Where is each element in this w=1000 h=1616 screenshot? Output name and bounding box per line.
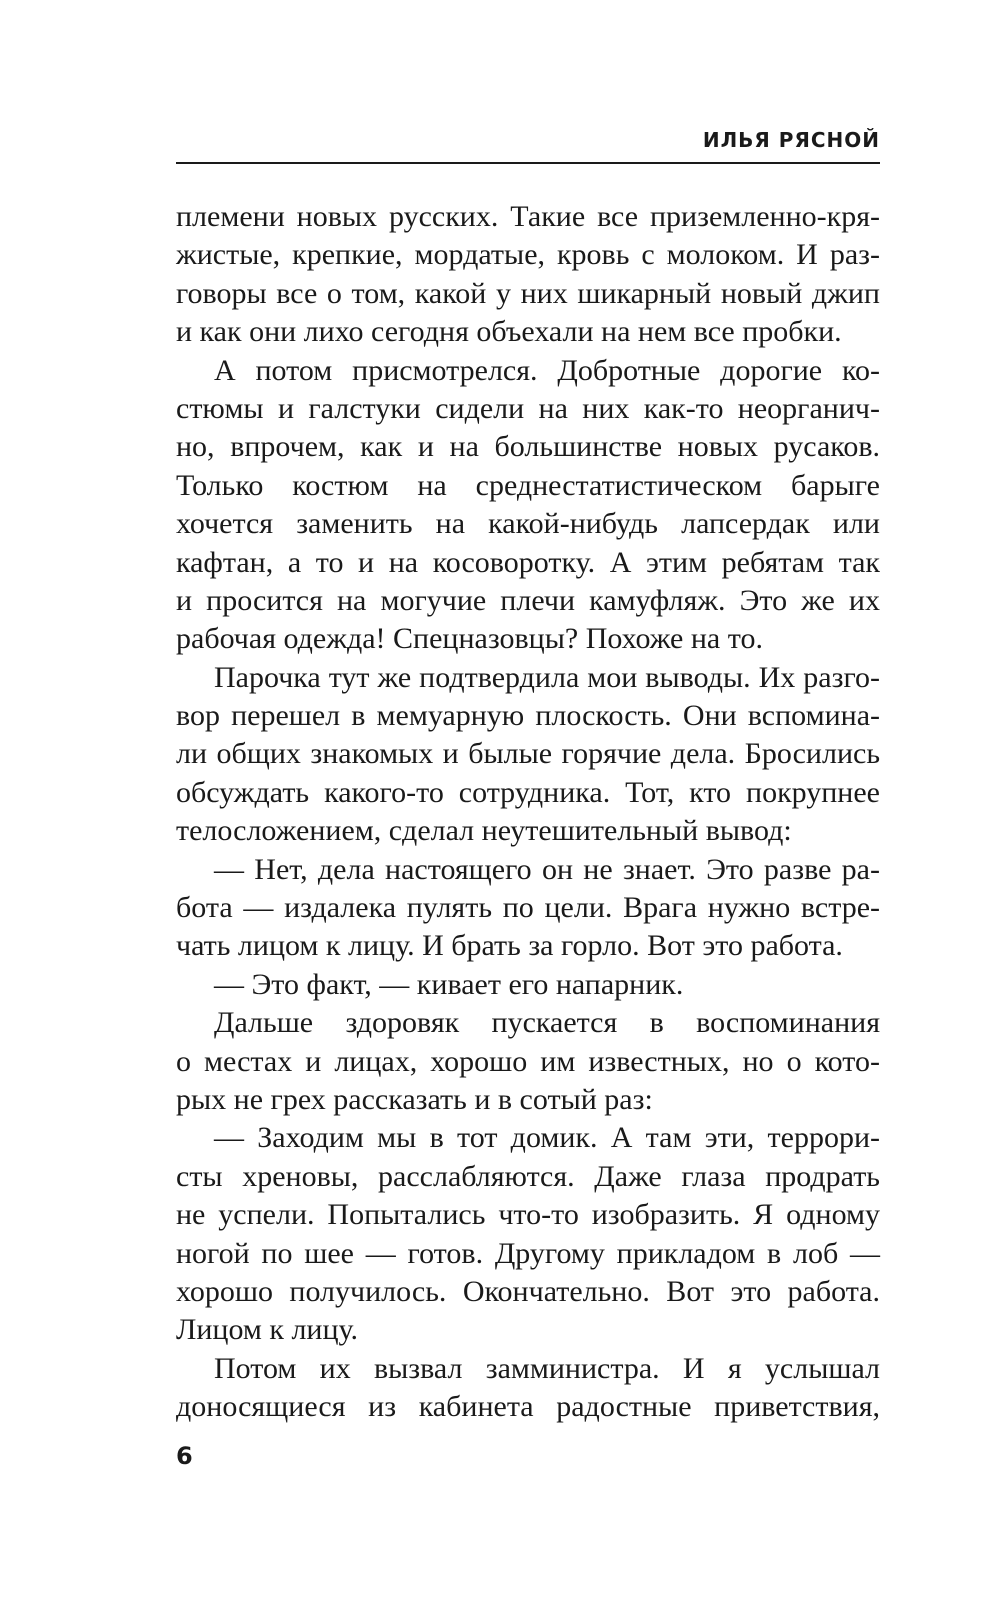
text-line: сты хреновы, расслабляются. Даже глаза продрать (176, 1159, 880, 1193)
text-line: стюмы и галстуки сидели на них как-то неорганич- (176, 391, 880, 425)
running-head-author: ИЛЬЯ РЯСНОЙ (702, 128, 880, 152)
text-line: обсуждать какого-то сотрудника. Тот, кто покрупнее (176, 775, 880, 809)
body-text (176, 198, 880, 1427)
text-line: Парочка тут же подтвердила мои выводы. Их разго- (214, 660, 880, 694)
text-line: доносящиеся из кабинета радостные приветствия, (176, 1390, 880, 1424)
text-line: рабочая одежда! Спецназовцы? Похоже на то. (176, 622, 763, 656)
text-line: чать лицом к лицу. И брать за горло. Вот это работа. (176, 929, 843, 963)
text-line: но, впрочем, как и на большинстве новых русаков. (176, 430, 880, 464)
text-line: Лицом к лицу. (176, 1313, 359, 1347)
text-line: — Нет, дела настоящего он не знает. Это разве ра- (214, 852, 880, 886)
text-line: о местах и лицах, хорошо им известных, но о кото- (176, 1044, 880, 1078)
text-line: Только костюм на среднестатистическом барыге (176, 468, 880, 502)
text-line: племени новых русских. Такие все приземленно-кря- (176, 200, 880, 233)
text-line: хорошо получилось. Окончательно. Вот это работа. (176, 1274, 880, 1308)
text-line: жистые, крепкие, мордатые, кровь с молоком. И раз- (176, 238, 880, 272)
text-line: — Заходим мы в тот домик. А там эти, террори- (214, 1121, 880, 1155)
text-line: — Это факт, — кивает его напарник. (214, 967, 684, 1001)
text-line: Дальше здоровяк пускается в воспоминания (214, 1006, 880, 1040)
text-line: ногой по шее — готов. Другому прикладом в лоб — (176, 1236, 880, 1270)
text-line: говоры все о том, какой у них шикарный новый джип (176, 276, 880, 310)
page-number: 6 (176, 1442, 193, 1470)
text-line: Потом их вызвал замминистра. И я услышал (214, 1351, 880, 1385)
text-line: А потом присмотрелся. Добротные дорогие ко- (214, 353, 880, 387)
text-line: не успели. Попытались что-то изобразить. Я одному (176, 1198, 880, 1232)
text-line: кафтан, а то и на косоворотку. А этим ребятам так (176, 545, 880, 579)
text-line: вор перешел в мемуарную плоскость. Они вспомина- (176, 699, 880, 733)
text-line: телосложением, сделал неутешительный вывод: (176, 814, 792, 848)
text-line: ли общих знакомых и былые горячие дела. Бросились (176, 737, 880, 771)
header-rule (176, 162, 880, 164)
text-line: и просится на могучие плечи камуфляж. Это же их (176, 583, 880, 617)
text-line: рых не грех рассказать и в сотый раз: (176, 1082, 653, 1116)
text-line: хочется заменить на какой-нибудь лапсердак или (176, 507, 880, 541)
text-line: и как они лихо сегодня объехали на нем все пробки. (176, 315, 842, 349)
text-line: бота — издалека пулять по цели. Врага нужно встре- (176, 891, 880, 925)
